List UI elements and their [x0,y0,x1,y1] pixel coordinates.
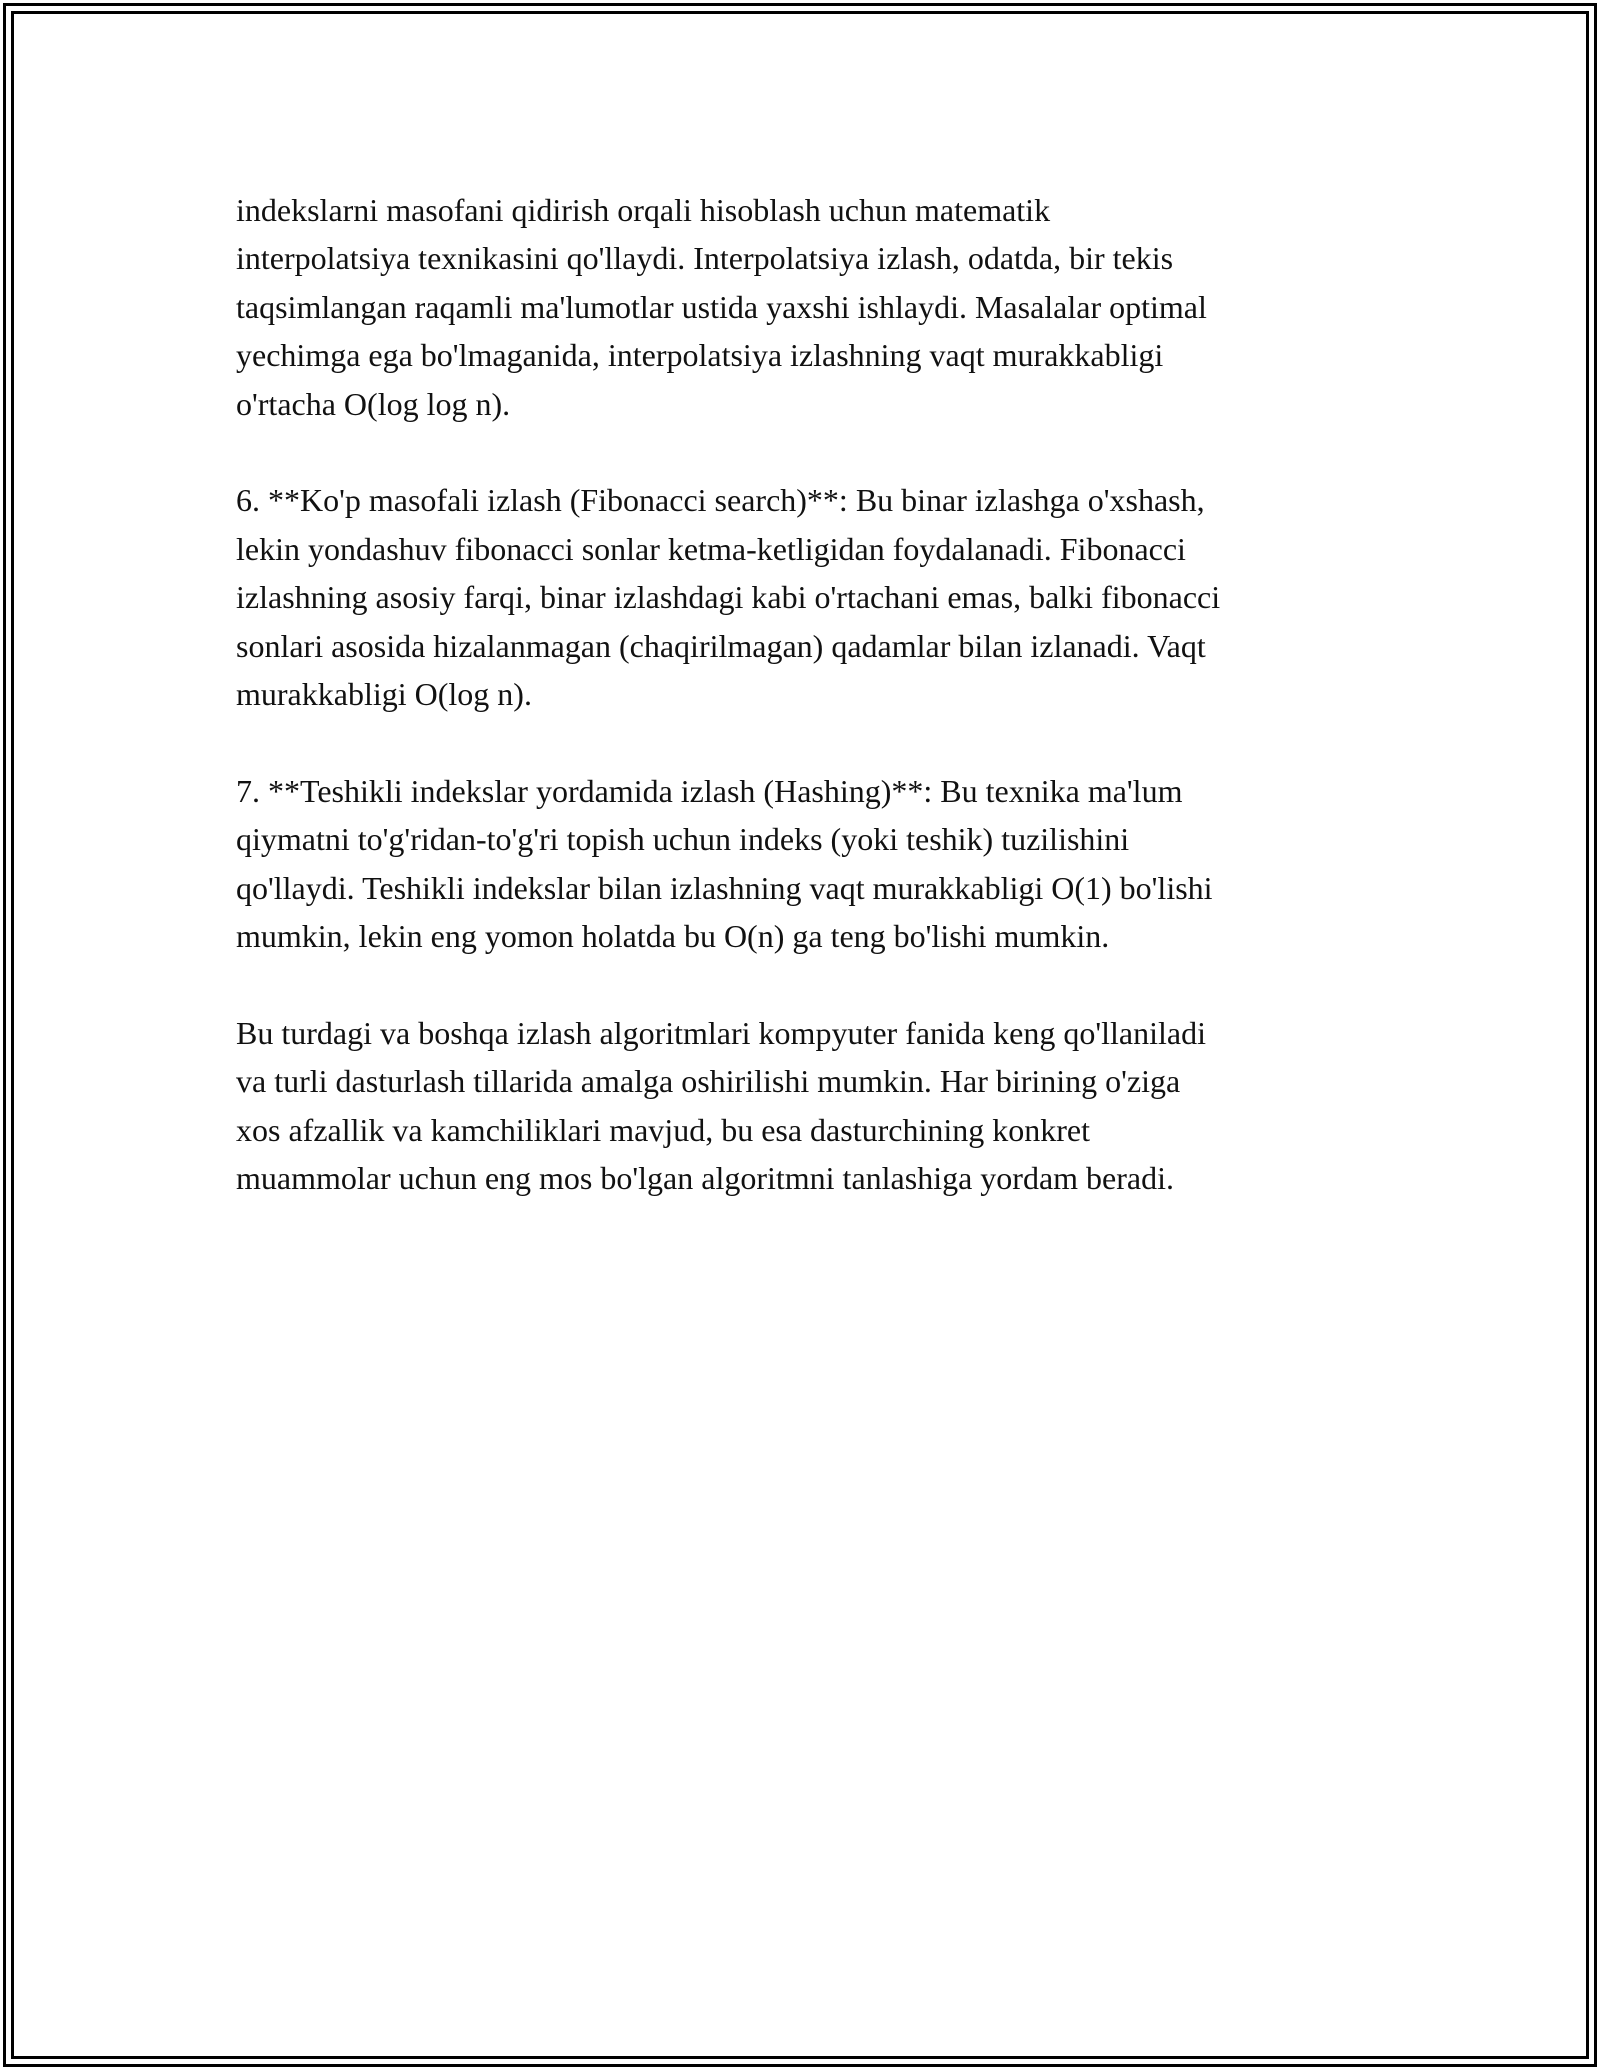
text-line: lekin yondashuv fibonacci sonlar ketma-ketligidan foydalanadi. Fibonacci [236,530,1186,567]
text-line: qiymatni to'g'ridan-to'g'ri topish uchun indeks (yoki teshik) tuzilishini [236,821,1130,858]
text-line: mumkin, lekin eng yomon holatda bu O(n) ga teng bo'lishi mumkin. [236,918,1110,955]
text-line: sonlari asosida hizalanmagan (chaqirilmagan) qadamlar bilan izlanadi. Vaqt [236,627,1206,664]
text-line: 7. **Teshikli indekslar yordamida izlash (Hashing)**: Bu texnika ma'lum [236,772,1183,809]
text-line: taqsimlangan raqamli ma'lumotlar ustida yaxshi ishlaydi. Masalalar optimal [236,288,1207,325]
paragraph-interpolation-search [236,186,1396,428]
text-line: muammolar uchun eng mos bo'lgan algoritmni tanlashiga yordam beradi. [236,1160,1174,1197]
paragraph-fibonacci-search [236,476,1396,718]
text-line: va turli dasturlash tillarida amalga oshirilishi mumkin. Har birining o'ziga [236,1063,1181,1100]
text-line: o'rtacha O(log log n). [236,385,511,422]
text-line: izlashning asosiy farqi, binar izlashdagi kabi o'rtachani emas, balki fibonacci [236,579,1221,616]
text-line: yechimga ega bo'lmaganida, interpolatsiya izlashning vaqt murakkabligi [236,337,1164,374]
text-line: 6. **Ko'p masofali izlash (Fibonacci search)**: Bu binar izlashga o'xshash, [236,482,1205,519]
text-line: murakkabligi O(log n). [236,676,532,713]
text-line: interpolatsiya texnikasini qo'llaydi. Interpolatsiya izlash, odatda, bir tekis [236,240,1174,277]
text-line: qo'llaydi. Teshikli indekslar bilan izlashning vaqt murakkabligi O(1) bo'lishi [236,869,1213,906]
text-line: Bu turdagi va boshqa izlash algoritmlari kompyuter fanida keng qo'llaniladi [236,1014,1206,1051]
paragraph-hashing [236,767,1396,961]
paragraph-conclusion [236,1009,1396,1203]
text-line: indekslarni masofani qidirish orqali hisoblash uchun matematik [236,192,1051,228]
text-line: xos afzallik va kamchiliklari mavjud, bu esa dasturchining konkret [236,1111,1090,1148]
document-body [236,186,1396,1251]
